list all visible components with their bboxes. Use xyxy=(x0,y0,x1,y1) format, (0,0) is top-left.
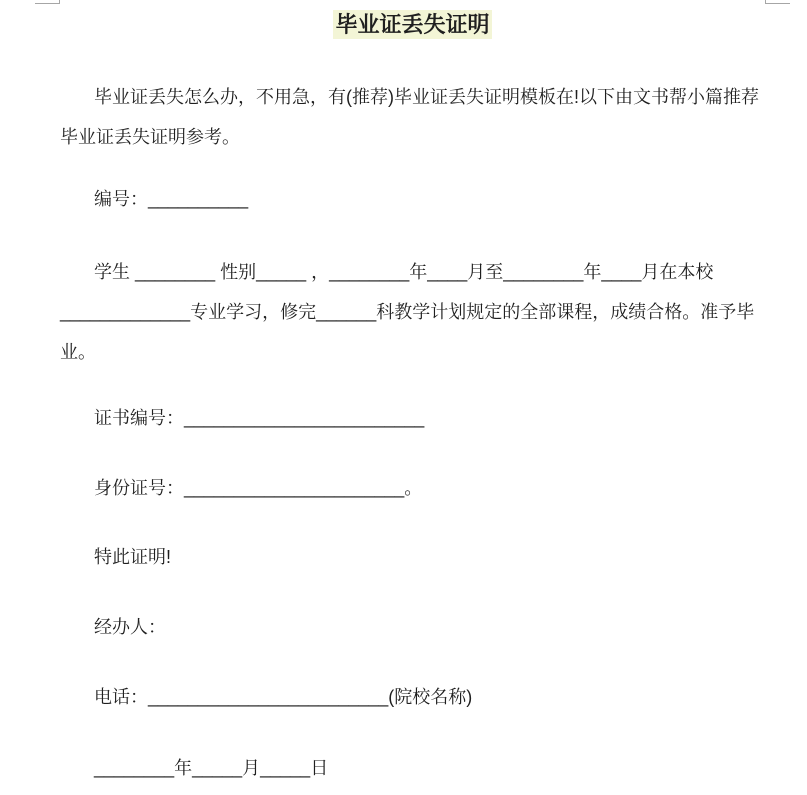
text-line: 编号：__________ xyxy=(94,189,249,209)
text-line: 经办人： xyxy=(94,617,166,637)
student-info-paragraph xyxy=(60,252,765,372)
text-line: ________年_____月_____日 xyxy=(94,758,329,778)
text-line: 学生 ________ 性别_____ ，________年____月至________年____月在本校 xyxy=(94,262,714,282)
text-line: 特此证明! xyxy=(94,547,172,567)
text-line: 毕业证丢失证明参考。 xyxy=(60,127,240,147)
handler-line xyxy=(60,607,765,647)
text-boundary-mark-top-right xyxy=(765,0,790,4)
text-line: _____________专业学习，修完______科教学计划规定的全部课程，成绩合格。准予毕 xyxy=(60,302,755,322)
certificate-number-line xyxy=(60,398,765,438)
highlighted-title-text: 毕业证丢失证明 xyxy=(335,12,490,37)
text-line: 证书编号：________________________ xyxy=(94,408,425,428)
date-line xyxy=(60,748,765,788)
serial-number-line xyxy=(60,179,765,219)
document-body xyxy=(0,9,807,788)
phone-line xyxy=(60,677,765,717)
page-title xyxy=(60,9,765,41)
text-line: 电话：________________________(院校名称) xyxy=(94,687,473,707)
text-line: 毕业证丢失怎么办，不用急，有(推荐)毕业证丢失证明模板在!以下由文书帮小篇推荐 xyxy=(94,87,759,107)
id-number-line xyxy=(60,468,765,508)
intro-paragraph xyxy=(60,77,765,157)
text-line: 业。 xyxy=(60,342,96,362)
hereby-certify-line xyxy=(60,537,765,577)
text-boundary-mark-top-left xyxy=(35,0,60,4)
text-line: 身份证号：______________________。 xyxy=(94,478,423,498)
